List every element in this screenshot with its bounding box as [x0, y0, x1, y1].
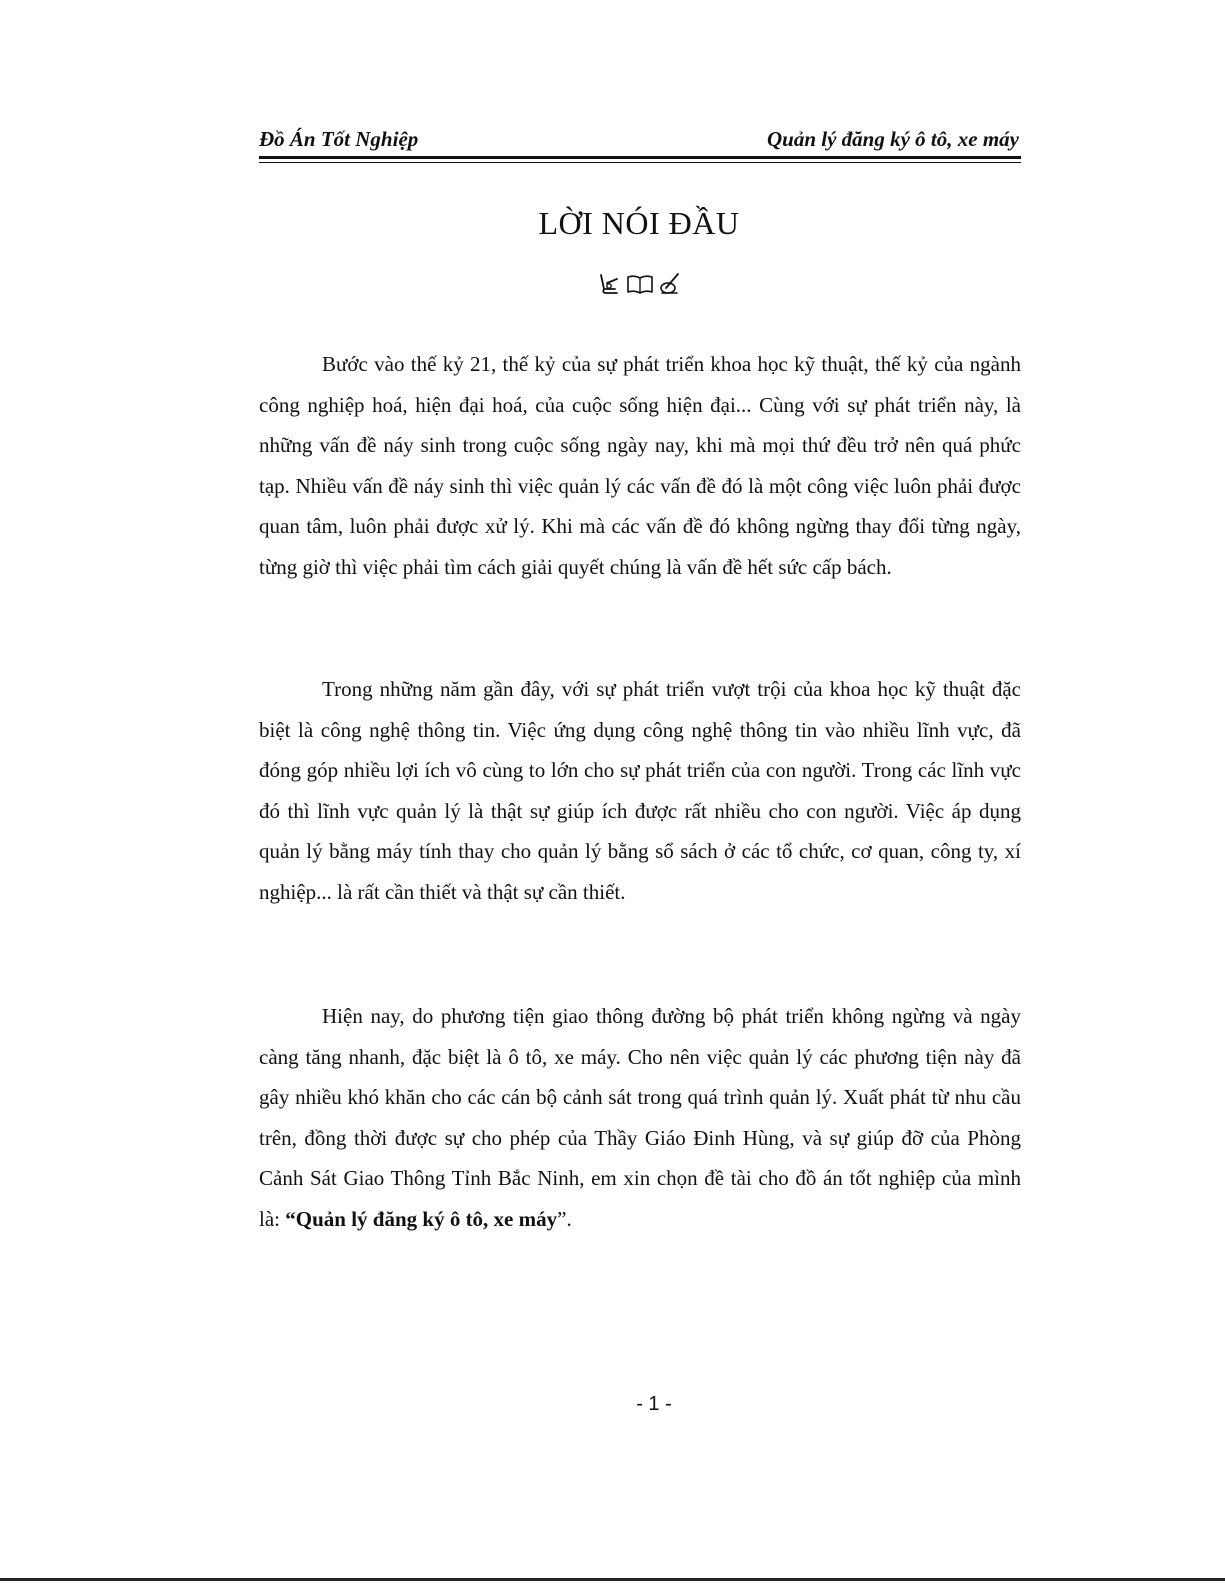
header-rule-thick [259, 156, 1021, 159]
paragraph-2: Trong những năm gần đây, với sự phát triển vượt trội của khoa học kỹ thuật đặc biệt là công nghệ thông tin. Việc ứng dụng công nghệ thông tin vào nhiều lĩnh vực, đã đóng góp nhiều lợi ích vô cùng to lớn cho sự phát triển của con người. Trong các lĩnh vực đó thì lĩnh vực quản lý là thật sự giúp ích được rất nhiều cho con người. Việc áp dụng quản lý bằng máy tính thay cho quản lý bằng sổ sách ở các tổ chức, cơ quan, công ty, xí nghiệp... là rất cần thiết và thật sự cần thiết. [259, 677, 1021, 904]
project-title-emphasis: “Quản lý đăng ký ô tô, xe máy [285, 1206, 558, 1231]
header-right-title: Quản lý đăng ký ô tô, xe máy [767, 127, 1019, 151]
page-title: LỜI NÓI ĐẦU [538, 205, 740, 241]
page-number: - 1 - [636, 1393, 672, 1415]
paragraph-3 [259, 996, 1021, 1240]
bottom-edge-rule [0, 1578, 1225, 1581]
writing-hand-icon [597, 271, 623, 297]
title-ornament [590, 264, 690, 304]
header-left-title: Đồ Án Tốt Nghiệp [259, 127, 419, 151]
paragraph-3-end: ”. [557, 1206, 572, 1231]
page-header [259, 118, 1019, 152]
open-book-icon [625, 271, 655, 297]
paragraph-3-text: Hiện nay, do phương tiện giao thông đường bộ phát triển không ngừng và ngày càng tăng nhanh, đặc biệt là ô tô, xe máy. Cho nên việc quản lý các phương tiện này đã gây nhiều khó khăn cho các cán bộ cảnh sát trong quá trình quản lý. Xuất phát từ nhu cầu trên, đồng thời được sự cho phép của Thầy Giáo Đinh Hùng, và sự giúp đỡ của Phòng Cảnh Sát Giao Thông Tỉnh Bắc Ninh, em xin chọn đề tài cho đồ án tốt nghiệp của mình là: [259, 1004, 1021, 1231]
header-rule-thin [259, 162, 1021, 163]
paragraph-1: Bước vào thế kỷ 21, thế kỷ của sự phát triển khoa học kỹ thuật, thế kỷ của ngành công nghiệp hoá, hiện đại hoá, của cuộc sống hiện đại... Cùng với sự phát triển này, là những vấn đề náy sinh trong cuộc sống ngày nay, khi mà mọi thứ đều trở nên quá phức tạp. Nhiều vấn đề náy sinh thì việc quản lý các vấn đề đó là một công việc luôn phải được quan tâm, luôn phải được xử lý. Khi mà các vấn đề đó không ngừng thay đổi từng ngày, từng giờ thì việc phải tìm cách giải quyết chúng là vấn đề hết sức cấp bách. [259, 352, 1021, 579]
pen-nib-icon [657, 271, 683, 297]
